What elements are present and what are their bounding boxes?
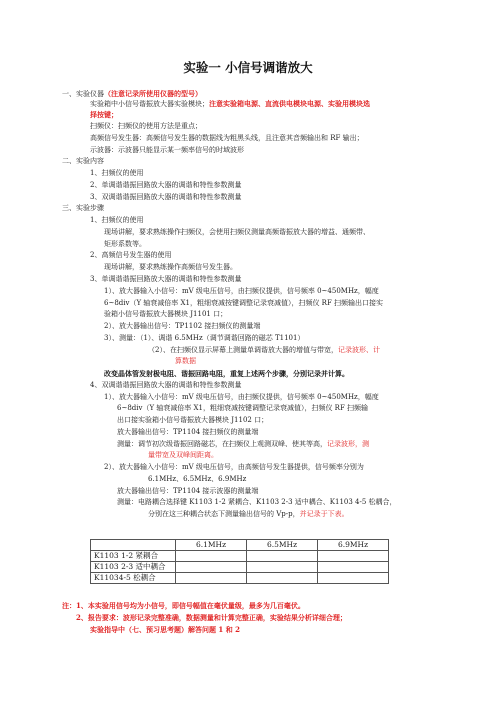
step3-3: 3）、测量：（1）、调谐 6.5MHz（调节调谐回路的磁芯 T1101） [104, 334, 305, 342]
table-cell[interactable] [176, 573, 247, 584]
note-2: 2、报告要求：波形记录完整准确，数据测量和计算完整正确，实验结果分析详细合理； [76, 613, 347, 622]
step1-title: 1、扫频仪的使用 [90, 216, 144, 224]
section2-item-3: 3、双调谐谐振回路放大器的调谐和特性参数测量 [90, 193, 242, 201]
step4-1c: 出口接实验箱小信号谐振放大器模块 J1102 口； [117, 416, 269, 424]
table-header-cell [91, 540, 176, 551]
section1-line3: 高频信号发生器：高频信号发生器的数据线为粗黑头线，且注意其音频输出和 RF 输出； [90, 134, 364, 142]
step4-2e-red: 并记录于下表。 [299, 510, 349, 518]
step3-title: 3、单调谐谐振回路放大器的调谐和特性参数测量 [90, 275, 242, 283]
table-cell[interactable] [318, 562, 389, 573]
step4-1a: 1）、放大器输入小信号：mV 级电压信号，由扫频仪提供，信号频率 0~450MHz，幅度 [104, 393, 379, 401]
table-cell[interactable] [247, 551, 318, 562]
step1-text-b: 矩形系数等。 [104, 240, 146, 248]
step4-2e-line [148, 510, 349, 519]
step4-meas: 测量：调节初次级谐振回路磁芯，在扫频仪上观测双峰、使其等高， [117, 440, 327, 448]
note-3: 实验指导中（七、预习思考题）解答问题 1 和 2 [90, 625, 241, 634]
table-row-label: K1103 2-3 适中耦合 [91, 562, 176, 573]
section3-heading: 三、实验步骤 [62, 204, 104, 212]
table-cell[interactable] [247, 562, 318, 573]
step4-1b: 6~8div（Y 轴衰减倍率 X1，粗细衰减按键调整记录衰减值），扫频仪 RF 扫频输 [117, 404, 369, 412]
table-cell[interactable] [318, 551, 389, 562]
step3-3b-red: 记录波形、计 [337, 346, 380, 354]
section1-line1-text: 实验箱中小信号谐振放大器实验模块； [90, 100, 209, 108]
step3-note: 改变晶体管发射极电阻、谐振回路电阻，重复上述两个步骤，分别记录并计算。 [104, 369, 349, 378]
page-title: 实验一 小信号调谐放大 [183, 60, 313, 75]
step4-out: 放大器输出信号：TP1104 接扫频仪的测量端 [117, 428, 259, 436]
section1-line1 [90, 99, 370, 109]
table-row-label: K11034-5 松耦合 [91, 573, 176, 584]
section1-heading: 一、实验仪器 [62, 90, 104, 98]
section1-heading-line [62, 89, 202, 99]
step4-2e: 分别在这三种耦合状态下测量输出信号的 Vp-p， [148, 510, 300, 518]
step3-1a: 1）、放大器输入小信号：mV 级电压信号，由扫频仪提供，信号频率 0~450MHz，幅度 [104, 287, 379, 295]
step2-text-a: 现场讲解，要求熟练操作高频信号发生器。 [104, 263, 237, 271]
step4-2b: 6.1MHz、6.5MHz、6.9MHz [148, 475, 247, 483]
step4-2d: 测量：电路耦合选择键 K1103 1-2 紧耦合、K1103 2-3 适中耦合、K1103 4-5 松耦合， [117, 498, 397, 506]
table-header-cell: 6.9MHz [318, 540, 389, 551]
step1-text-a: 现场讲解，要求熟练操作扫频仪，会使用扫频仪测量高频谐振放大器的增益、通频带、 [104, 228, 370, 236]
section1-line1-note: 注意实验箱电源、直流供电模块电源、实验用模块选 [209, 99, 370, 108]
section1-line4: 示波器：示波器只能显示某一频率信号的时域波形 [90, 146, 244, 154]
step3-2: 2）、放大器输出信号：TP1102 接扫频仪的测量端 [104, 322, 261, 330]
section2-heading: 二、实验内容 [62, 157, 104, 165]
table-row [91, 573, 389, 584]
step3-3b-line [148, 346, 380, 355]
step4-meas-red: 记录波形，测 [327, 440, 369, 448]
table-cell[interactable] [247, 573, 318, 584]
note-1: 注：1、本实验用信号均为小信号，即信号幅值在毫伏量级，最多为几百毫伏。 [62, 601, 305, 610]
step4-title: 4、双调谐谐振回路放大器的调谐和特性参数测量 [90, 381, 242, 389]
step3-1c: 验箱小信号谐振放大器模块 J1101 口； [104, 310, 228, 318]
table-cell[interactable] [176, 562, 247, 573]
table-header-cell: 6.5MHz [247, 540, 318, 551]
step4-meas-line [117, 440, 369, 449]
table-row [91, 551, 389, 562]
step3-3b-red2: 算数据 [175, 357, 196, 365]
section1-line2: 扫频仪：扫频仪的使用方法是重点； [90, 122, 202, 130]
table-cell[interactable] [176, 551, 247, 562]
step3-1b: 6~8div（Y 轴衰减倍率 X1，粗细衰减按键调整记录衰减值），扫频仪 RF 扫频输出口接实 [104, 299, 384, 307]
section2-item-1: 1、扫频仪的使用 [90, 169, 144, 177]
step2-title: 2、高频信号发生器的使用 [90, 251, 172, 259]
table-row-label: K1103 1-2 紧耦合 [91, 551, 176, 562]
table-header-row [91, 540, 389, 551]
step3-3b: （2）、在扫频仪显示屏幕上测量单调谐放大器的增值与带宽， [148, 346, 338, 354]
table-cell[interactable] [318, 573, 389, 584]
table-row [91, 562, 389, 573]
step4-meas-red2: 量带宽及双峰间距离。 [148, 451, 218, 459]
measurement-table [90, 539, 389, 584]
step4-2c: 放大器输出信号：TP1104 接示波器的测量端 [117, 487, 259, 495]
table-header-cell: 6.1MHz [176, 540, 247, 551]
section1-line1-note2: 择按键； [90, 110, 118, 119]
section1-heading-note: （注意记录所使用仪器的型号） [104, 89, 202, 98]
section2-item-2: 2、单调谐谐振回路放大器的调谐和特性参数测量 [90, 181, 242, 189]
step4-2a: 2）、放大器输入小信号：mV 级电压信号，由高频信号发生器提供，信号频率分别为 [104, 463, 364, 471]
